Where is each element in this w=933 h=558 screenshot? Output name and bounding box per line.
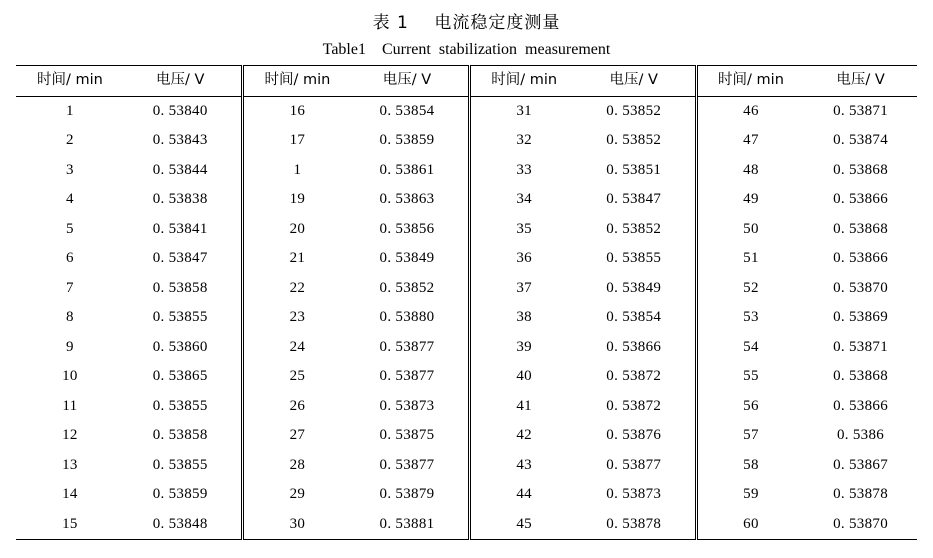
cell-voltage: 0. 53866 — [833, 191, 888, 207]
header-time-3: 时间/ min — [470, 66, 578, 97]
header-voltage-1: 电压/ V — [124, 66, 237, 97]
cell-time: 35 — [470, 215, 578, 245]
cell-voltage: 0. 53844 — [152, 161, 208, 178]
cell-voltage: 0. 53866 — [833, 250, 888, 266]
cell-time: 10 — [62, 368, 78, 384]
cell-voltage: 0. 53843 — [152, 132, 208, 148]
cell-time: 55 — [696, 362, 804, 392]
cell-voltage: 0. 53858 — [152, 279, 208, 296]
cell-voltage: 0. 53873 — [379, 397, 435, 414]
cell-time: 27 — [243, 421, 351, 451]
table-title-english: Table1 Current stabilization measurement — [322, 41, 611, 58]
cell-time: 20 — [243, 215, 351, 245]
cell-time: 33 — [470, 156, 578, 186]
cell-time: 60 — [696, 510, 804, 540]
table-row — [16, 274, 917, 304]
table-row — [16, 244, 917, 274]
cell-voltage: 0. 53878 — [833, 486, 888, 502]
cell-voltage: 0. 53868 — [833, 368, 888, 384]
cell-time: 9 — [65, 338, 74, 355]
cell-voltage: 0. 53841 — [152, 220, 208, 237]
table-row — [16, 333, 917, 363]
cell-voltage: 0. 53856 — [379, 220, 435, 237]
cell-time: 7 — [65, 279, 74, 296]
cell-voltage: 0. 53879 — [379, 486, 435, 502]
cell-voltage: 0. 53855 — [152, 456, 208, 473]
header-time-1: 时间/ min — [16, 66, 124, 97]
table-header-row — [16, 66, 917, 97]
cell-time: 15 — [16, 510, 124, 540]
cell-voltage: 0. 53854 — [379, 102, 435, 119]
cell-time: 26 — [243, 392, 351, 422]
cell-voltage: 0. 53877 — [379, 456, 435, 473]
cell-voltage: 0. 53847 — [606, 191, 662, 207]
cell-time: 12 — [62, 427, 78, 443]
cell-voltage: 0. 53877 — [606, 456, 662, 473]
cell-time: 43 — [470, 451, 578, 481]
table-row — [16, 392, 917, 422]
cell-voltage: 0. 53870 — [804, 510, 917, 540]
table-row — [16, 126, 917, 156]
cell-voltage: 0. 53875 — [379, 427, 435, 443]
cell-voltage: 0. 53855 — [606, 250, 662, 266]
cell-time: 13 — [62, 456, 78, 473]
cell-time: 3 — [65, 161, 74, 178]
cell-time: 11 — [62, 397, 78, 414]
cell-voltage: 0. 53868 — [833, 220, 888, 237]
cell-voltage: 0. 53858 — [152, 427, 208, 443]
cell-time: 46 — [696, 96, 804, 126]
table-row — [16, 362, 917, 392]
header-voltage-3: 电压/ V — [577, 66, 690, 97]
header-time-4: 时间/ min — [696, 66, 804, 97]
cell-voltage: 0. 53881 — [351, 510, 464, 540]
cell-time: 25 — [243, 362, 351, 392]
header-voltage-4: 电压/ V — [804, 66, 917, 97]
cell-time: 37 — [470, 274, 578, 304]
cell-time: 1 — [65, 102, 74, 119]
measurement-table — [16, 65, 917, 540]
cell-time: 16 — [243, 96, 351, 126]
cell-time: 23 — [243, 303, 351, 333]
table-container — [16, 65, 917, 540]
cell-time: 48 — [696, 156, 804, 186]
cell-time: 31 — [470, 96, 578, 126]
cell-time: 28 — [243, 451, 351, 481]
cell-voltage: 0. 53876 — [606, 427, 662, 443]
cell-voltage: 0. 53868 — [833, 161, 888, 178]
table-row — [16, 303, 917, 333]
cell-time: 44 — [470, 480, 578, 510]
table-header — [16, 66, 917, 97]
cell-voltage: 0. 53878 — [577, 510, 690, 540]
cell-time: 51 — [696, 244, 804, 274]
header-time-2: 时间/ min — [243, 66, 351, 97]
cell-voltage: 0. 53854 — [606, 309, 662, 325]
cell-time: 57 — [696, 421, 804, 451]
cell-voltage: 0. 53877 — [379, 338, 435, 355]
cell-voltage: 0. 53847 — [152, 250, 208, 266]
cell-time: 53 — [696, 303, 804, 333]
cell-voltage: 0. 53859 — [152, 486, 208, 502]
cell-time: 47 — [696, 126, 804, 156]
cell-voltage: 0. 53859 — [379, 132, 435, 148]
cell-time: 56 — [696, 392, 804, 422]
cell-voltage: 0. 53851 — [606, 161, 662, 178]
table-row — [16, 185, 917, 215]
cell-time: 50 — [696, 215, 804, 245]
cell-time: 17 — [243, 126, 351, 156]
cell-time: 39 — [470, 333, 578, 363]
cell-time: 40 — [470, 362, 578, 392]
cell-time: 42 — [470, 421, 578, 451]
table-row — [16, 215, 917, 245]
table-row — [16, 156, 917, 186]
cell-voltage: 0. 5386 — [836, 427, 885, 443]
cell-time: 5 — [65, 220, 74, 237]
document-page — [0, 8, 933, 558]
cell-time: 1 — [243, 156, 351, 186]
cell-time: 45 — [470, 510, 578, 540]
cell-voltage: 0. 53874 — [833, 132, 888, 148]
table-title-chinese: 表 1 电流稳定度测量 — [372, 13, 561, 33]
cell-voltage: 0. 53871 — [833, 102, 888, 119]
cell-time: 38 — [470, 303, 578, 333]
cell-voltage: 0. 53863 — [379, 191, 435, 207]
cell-voltage: 0. 53855 — [152, 397, 208, 414]
cell-voltage: 0. 53877 — [379, 368, 435, 384]
table-body — [16, 96, 917, 540]
cell-time: 41 — [470, 392, 578, 422]
cell-voltage: 0. 53852 — [606, 132, 662, 148]
cell-voltage: 0. 53871 — [833, 338, 888, 355]
cell-voltage: 0. 53840 — [152, 102, 208, 119]
header-voltage-2: 电压/ V — [351, 66, 464, 97]
cell-voltage: 0. 53849 — [606, 279, 662, 296]
table-row — [16, 451, 917, 481]
cell-voltage: 0. 53866 — [833, 397, 888, 414]
cell-time: 52 — [696, 274, 804, 304]
cell-time: 2 — [65, 132, 74, 148]
cell-time: 8 — [65, 309, 74, 325]
table-row — [16, 421, 917, 451]
cell-time: 59 — [696, 480, 804, 510]
cell-voltage: 0. 53880 — [379, 309, 435, 325]
cell-voltage: 0. 53872 — [606, 368, 662, 384]
cell-time: 54 — [696, 333, 804, 363]
cell-time: 22 — [243, 274, 351, 304]
cell-voltage: 0. 53866 — [606, 338, 662, 355]
cell-voltage: 0. 53867 — [833, 456, 888, 473]
cell-voltage: 0. 53855 — [152, 309, 208, 325]
cell-voltage: 0. 53838 — [152, 191, 208, 207]
cell-voltage: 0. 53861 — [379, 161, 435, 178]
cell-time: 4 — [65, 191, 74, 207]
cell-voltage: 0. 53852 — [606, 220, 662, 237]
cell-time: 36 — [470, 244, 578, 274]
cell-voltage: 0. 53872 — [606, 397, 662, 414]
cell-voltage: 0. 53869 — [833, 309, 888, 325]
cell-voltage: 0. 53849 — [379, 250, 435, 266]
cell-time: 30 — [243, 510, 351, 540]
table-row — [16, 480, 917, 510]
cell-voltage: 0. 53865 — [152, 368, 208, 384]
cell-time: 6 — [65, 250, 74, 266]
cell-voltage: 0. 53848 — [124, 510, 237, 540]
table-row — [16, 510, 917, 540]
cell-time: 58 — [696, 451, 804, 481]
cell-voltage: 0. 53860 — [152, 338, 208, 355]
cell-time: 34 — [470, 185, 578, 215]
cell-voltage: 0. 53873 — [606, 486, 662, 502]
cell-voltage: 0. 53852 — [379, 279, 435, 296]
cell-time: 49 — [696, 185, 804, 215]
cell-voltage: 0. 53870 — [833, 279, 888, 296]
cell-time: 14 — [62, 486, 78, 502]
cell-time: 21 — [243, 244, 351, 274]
cell-time: 19 — [243, 185, 351, 215]
cell-voltage: 0. 53852 — [606, 102, 662, 119]
cell-time: 24 — [243, 333, 351, 363]
cell-time: 32 — [470, 126, 578, 156]
table-row — [16, 96, 917, 126]
cell-time: 29 — [243, 480, 351, 510]
